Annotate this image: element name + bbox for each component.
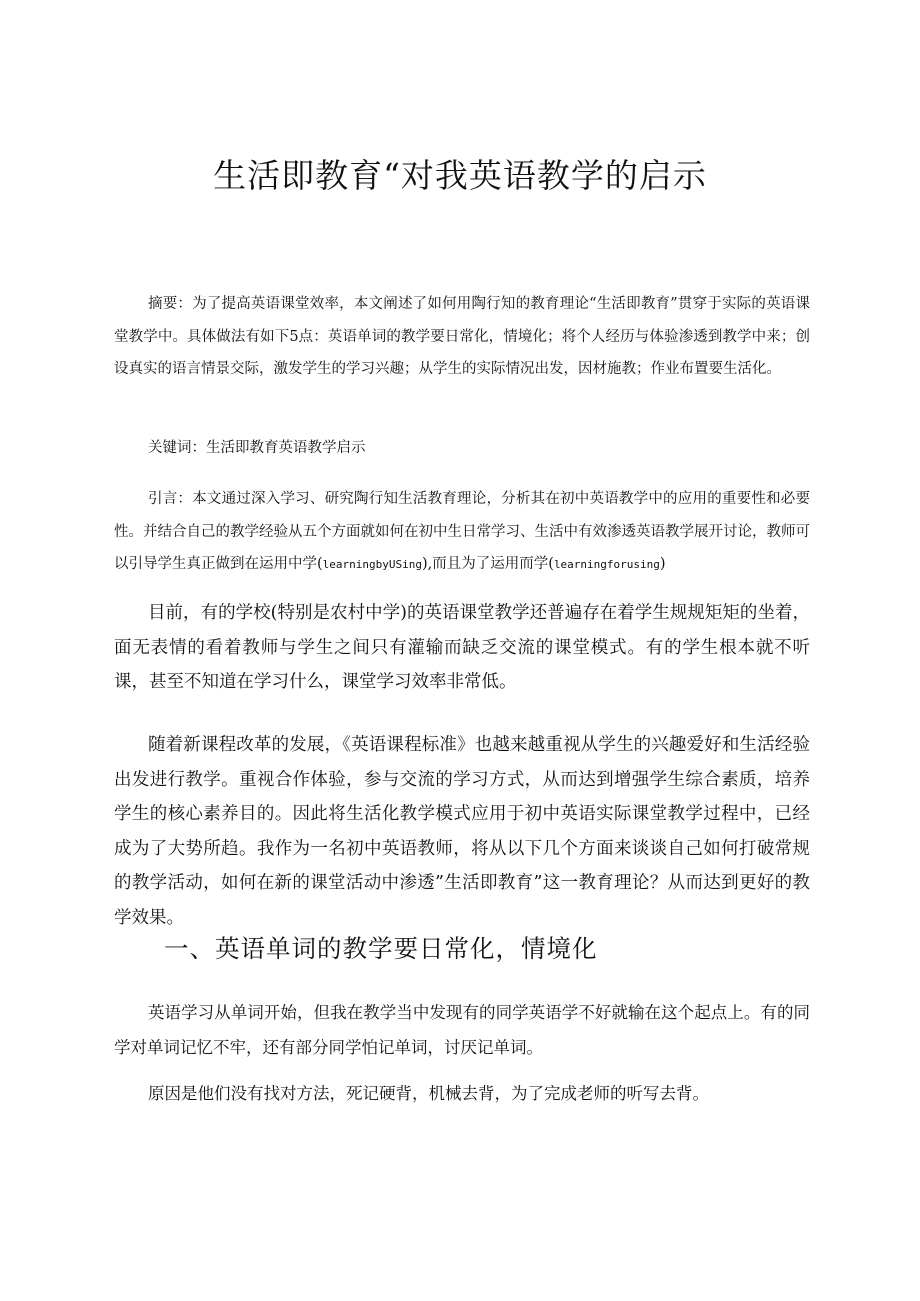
intro-end: ): [659, 556, 666, 572]
document-title: 生活即教育“对我英语教学的启示: [213, 156, 707, 195]
keywords-line: 关键词：生活即教育英语教学启示: [148, 440, 366, 456]
intro-text: 引言：本文通过深入学习、研究陶行知生活教育理论，分析其在初中英语教学中的应用的重要性和必要性。并结合自己的教学经验从五个方面就如何在初中生日常学习、生活中有效渗透英语教学展开讨论，教师可以引导学生真正做到在运用中学(: [114, 491, 810, 572]
intro-connector: ),而且为了运用而学(: [422, 556, 554, 572]
intro-english-term-2: learningforusing: [553, 558, 660, 571]
abstract-paragraph: 摘要：为了提高英语课堂效率，本文阐述了如何用陶行知的教育理论“生活即教育”贯穿于实际的英语课堂教学中。具体做法有如下5点：英语单词的教学要日常化，情境化；将个人经历与体验渗透到教学中来；创设真实的语言情景交际，激发学生的学习兴趣；从学生的实际情况出发，因材施教；作业布置要生活化。: [114, 296, 810, 377]
intro-english-term-1: learningbyUSing: [322, 558, 422, 571]
section1-paragraph-1: 英语学习从单词开始，但我在教学当中发现有的同学英语学不好就输在这个起点上。有的同学对单词记忆不牢，还有部分同学怕记单词，讨厌记单词。: [114, 1003, 810, 1057]
section-heading-1: 一、英语单词的教学要日常化，情境化: [164, 934, 598, 963]
body-paragraph-2: 随着新课程改革的发展，《英语课程标准》也越来越重视从学生的兴趣爱好和生活经验出发进行教学。重视合作体验，参与交流的学习方式，从而达到增强学生综合素质，培养学生的核心素养目的。因此将生活化教学模式应用于初中英语实际课堂教学过程中，已经成为了大势所趋。我作为一名初中英语教师，将从以下几个方面来谈谈自己如何打破常规的教学活动，如何在新的课堂活动中渗透”生活即教育”这一教育理论？从而达到更好的教学效果。: [114, 735, 810, 928]
introduction-paragraph: [114, 483, 810, 582]
section1-paragraph-2: 原因是他们没有找对方法，死记硬背，机械去背，为了完成老师的听写去背。: [148, 1084, 709, 1103]
body-paragraph-1: 目前，有的学校(特别是农村中学)的英语课堂教学还普遍存在着学生规规矩矩的坐着，面无表情的看着教师与学生之间只有灌输而缺乏交流的课堂模式。有的学生根本就不听课，甚至不知道在学习什么，课堂学习效率非常低。: [114, 603, 810, 692]
